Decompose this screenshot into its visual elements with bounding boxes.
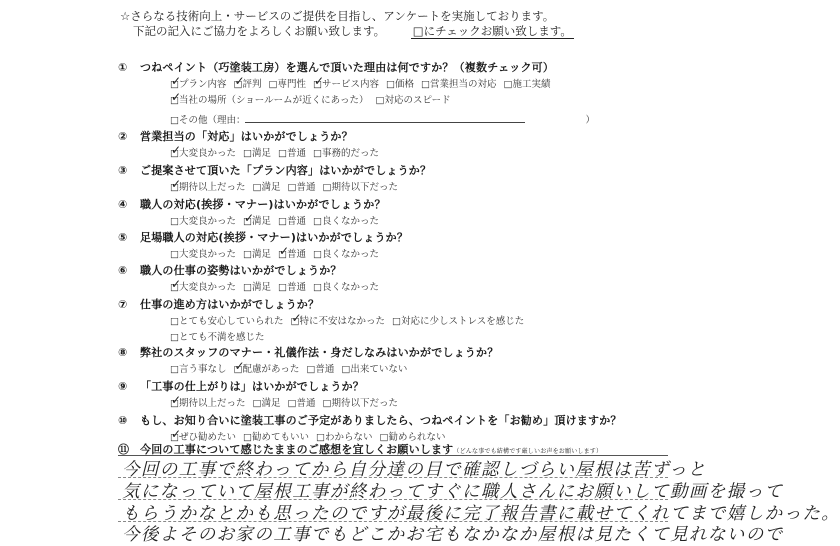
option-label: 満足 — [251, 148, 271, 159]
empty-box-icon[interactable]: □ — [268, 79, 278, 90]
question-5 — [118, 229, 408, 245]
question-number: ⑥ — [118, 264, 128, 277]
other-reason-field[interactable] — [245, 113, 525, 123]
question-number: ⑦ — [118, 298, 128, 311]
options-row — [170, 145, 386, 159]
checked-box-icon[interactable]: □ ✓ — [170, 148, 179, 159]
question-number: ⑨ — [118, 380, 128, 393]
option-label: 勧めてもいい — [251, 432, 309, 443]
checked-box-icon[interactable]: □ ✓ — [313, 79, 322, 90]
empty-box-icon[interactable]: □ — [243, 282, 252, 293]
options-row — [170, 213, 386, 227]
empty-box-icon[interactable]: □ — [252, 398, 262, 409]
empty-box-icon[interactable]: □ — [170, 364, 179, 375]
option-label: 満足 — [251, 216, 271, 227]
option-checkbox[interactable] — [278, 148, 306, 159]
option-checkbox[interactable] — [392, 316, 524, 327]
question-text: 今回の工事について感じたままのご感想を宜しくお願いします — [140, 443, 454, 456]
option-checkbox[interactable] — [170, 249, 236, 260]
option-checkbox[interactable] — [313, 148, 379, 159]
empty-box-icon[interactable]: □ — [386, 79, 395, 90]
empty-box-icon[interactable]: □ — [322, 182, 332, 193]
options-row — [170, 76, 558, 90]
option-label: 大変良かった — [178, 216, 236, 227]
question-7 — [118, 296, 319, 312]
option-label: 期待以上だった — [178, 398, 246, 409]
checked-box-icon[interactable]: □ ✓ — [243, 216, 252, 227]
option-checkbox[interactable] — [291, 316, 386, 327]
empty-box-icon[interactable]: □ — [243, 432, 252, 443]
checked-box-icon[interactable]: □ ✓ — [170, 182, 179, 193]
checked-box-icon[interactable]: □ ✓ — [234, 79, 243, 90]
options-row — [170, 92, 458, 106]
empty-box-icon[interactable]: □ — [392, 316, 401, 327]
question-number: ② — [118, 130, 128, 143]
checked-box-icon[interactable]: □ ✓ — [170, 282, 179, 293]
option-label: 大変良かった — [178, 282, 236, 293]
option-label: 普通 — [315, 364, 335, 375]
empty-box-icon[interactable]: □ — [278, 148, 287, 159]
empty-box-icon[interactable]: □ — [243, 148, 252, 159]
option-label: 普通 — [296, 182, 316, 193]
option-label: 普通 — [286, 216, 306, 227]
empty-box-icon[interactable]: □ — [287, 398, 297, 409]
checked-box-icon[interactable]: □ ✓ — [170, 79, 179, 90]
option-label: ぜひ勧めたい — [178, 432, 236, 443]
option-label: 価格 — [394, 79, 414, 90]
empty-box-icon[interactable]: □ — [306, 364, 316, 375]
option-checkbox[interactable] — [278, 282, 306, 293]
handwritten-line-3: もらうかなとかも思ったのですが最後に完了報告書に載せてくれてまで嬉しかった。 — [122, 504, 840, 524]
empty-box-icon[interactable]: □ — [170, 216, 179, 227]
option-checkbox[interactable] — [313, 216, 379, 227]
option-checkbox[interactable] — [234, 79, 262, 90]
other-reason-row — [170, 112, 595, 126]
option-label: 大変良かった — [178, 148, 236, 159]
option-label: 期待以下だった — [331, 398, 398, 409]
empty-box-icon[interactable]: □ — [341, 364, 351, 375]
other-reason-label[interactable]: □その他（理由： — [170, 115, 246, 126]
empty-box-icon[interactable]: □ — [316, 432, 325, 443]
checked-box-icon[interactable]: □ ✓ — [291, 316, 300, 327]
option-checkbox[interactable] — [253, 182, 281, 193]
empty-box-icon[interactable]: □ — [313, 148, 322, 159]
question-number: ① — [118, 61, 128, 74]
question-text: 営業担当の「対応」はいかがでしょうか？ — [140, 130, 353, 143]
option-checkbox[interactable] — [288, 182, 316, 193]
option-checkbox[interactable] — [170, 148, 236, 159]
handwritten-line-2: 気になっていて屋根工事が終わってすぐに職人さんにお願いして動画を撮って — [122, 482, 784, 502]
empty-box-icon[interactable]: □ — [278, 282, 287, 293]
option-checkbox[interactable] — [170, 282, 236, 293]
option-checkbox[interactable] — [386, 79, 414, 90]
empty-box-icon[interactable]: □ — [287, 182, 297, 193]
empty-box-icon[interactable]: □ — [278, 216, 287, 227]
options-row — [170, 313, 531, 327]
question-text: 職人の仕事の姿勢はいかがでしょうか？ — [140, 264, 342, 277]
question-1 — [118, 59, 554, 75]
question-3 — [118, 162, 431, 178]
question-note: （どんな事でも結構です厳しいお声をお願いします） — [453, 448, 603, 455]
empty-box-icon[interactable]: □ — [503, 79, 513, 90]
option-label: 満足 — [261, 182, 281, 193]
option-checkbox[interactable] — [170, 364, 227, 375]
empty-box-icon[interactable]: □ — [170, 332, 179, 343]
option-checkbox[interactable] — [243, 249, 271, 260]
option-checkbox[interactable] — [313, 249, 379, 260]
question-2 — [118, 128, 353, 144]
option-label: 当社の場所（ショールームが近くにあった） — [178, 95, 369, 106]
question-text: つねペイント（巧塗装工房）を選んで頂いた理由は何ですか？（複数チェック可） — [140, 61, 555, 74]
options-row — [170, 361, 414, 375]
checked-box-icon[interactable]: □ ✓ — [170, 432, 179, 443]
question-number: ⑪ — [118, 443, 130, 456]
option-label: 普通 — [296, 398, 316, 409]
option-label: とても安心していられた — [178, 316, 284, 327]
option-label: 配慮があった — [242, 364, 300, 375]
option-label: とても不満を感じた — [178, 332, 265, 343]
question-6 — [118, 262, 342, 278]
options-row — [170, 246, 386, 260]
option-label: 事務的だった — [321, 148, 379, 159]
handwritten-line-1: 今回の工事で終わってから自分達の目で確認しづらい屋根は苦ずっと — [122, 460, 707, 480]
option-checkbox[interactable] — [170, 316, 284, 327]
check-note: □にチェックお願い致します。 — [412, 24, 572, 38]
option-label: 良くなかった — [321, 282, 379, 293]
empty-box-icon[interactable]: □ — [379, 432, 389, 443]
empty-box-icon[interactable]: □ — [375, 95, 385, 106]
option-checkbox[interactable] — [288, 398, 316, 409]
option-checkbox[interactable] — [243, 282, 271, 293]
option-checkbox[interactable] — [323, 398, 399, 409]
option-label: サービス内容 — [321, 79, 379, 90]
question-number: ⑩ — [118, 414, 128, 427]
option-checkbox[interactable] — [313, 79, 379, 90]
option-label: 対応に少しストレスを感じた — [400, 316, 525, 327]
option-checkbox[interactable] — [170, 79, 227, 90]
option-checkbox[interactable] — [234, 364, 300, 375]
question-text: 弊社のスタッフのマナー・礼儀作法・身だしなみはいかがでしょうか？ — [140, 346, 499, 359]
empty-box-icon[interactable]: □ — [421, 79, 430, 90]
empty-box-icon[interactable]: □ — [313, 216, 322, 227]
option-label: 評判 — [242, 79, 262, 90]
option-checkbox[interactable] — [243, 216, 271, 227]
option-label: 満足 — [251, 249, 271, 260]
checked-box-icon[interactable]: □ ✓ — [170, 398, 179, 409]
question-number: ⑧ — [118, 346, 128, 359]
option-label: 特に不安はなかった — [299, 316, 385, 327]
checked-box-icon[interactable]: □ ✓ — [170, 95, 179, 106]
intro-line-1: ☆さらなる技術向上・サービスのご提供を目指し、アンケートを実施しております。 — [120, 9, 555, 23]
option-label: 施工実績 — [512, 79, 551, 90]
options-row — [170, 179, 405, 193]
option-label: 期待以上だった — [178, 182, 246, 193]
question-number: ③ — [118, 164, 128, 177]
option-checkbox[interactable] — [170, 398, 246, 409]
checked-box-icon[interactable]: □ ✓ — [234, 364, 243, 375]
option-label: 言う事なし — [178, 364, 227, 375]
empty-box-icon[interactable]: □ — [313, 249, 322, 260]
option-checkbox[interactable] — [170, 332, 265, 343]
option-checkbox[interactable] — [253, 398, 281, 409]
intro-line-2-text: 下記の記入にご協力をよろしくお願い致します。 — [133, 24, 386, 38]
option-label: 営業担当の対応 — [429, 79, 497, 90]
option-label: 満足 — [261, 398, 281, 409]
option-label: 普通 — [286, 249, 306, 260]
option-checkbox[interactable] — [504, 79, 551, 90]
option-label: 期待以下だった — [331, 182, 398, 193]
option-checkbox[interactable] — [278, 249, 306, 260]
option-checkbox[interactable] — [376, 95, 451, 106]
question-text: 足場職人の対応(挨拶・マナー)はいかがでしょうか？ — [140, 231, 409, 244]
empty-box-icon[interactable]: □ — [322, 398, 332, 409]
option-checkbox[interactable] — [243, 148, 271, 159]
question-4 — [118, 196, 386, 212]
option-label: 満足 — [251, 282, 271, 293]
question-9 — [118, 378, 364, 394]
question-8 — [118, 344, 498, 360]
empty-box-icon[interactable]: □ — [170, 249, 179, 260]
option-label: プラン内容 — [178, 79, 227, 90]
question-number: ⑤ — [118, 231, 128, 244]
question-text: 「工事の仕上がりは」はいかがでしょうか？ — [140, 380, 364, 393]
option-label: 良くなかった — [321, 216, 379, 227]
question-text: ご提案させて頂いた「プラン内容」はいかがでしょうか？ — [140, 164, 432, 177]
intro-line-2 — [133, 23, 574, 39]
empty-box-icon[interactable]: □ — [170, 316, 179, 327]
empty-box-icon[interactable]: □ — [252, 182, 262, 193]
option-checkbox[interactable] — [170, 95, 369, 106]
option-checkbox[interactable] — [170, 182, 246, 193]
option-checkbox[interactable] — [421, 79, 497, 90]
option-label: 対応のスピード — [384, 95, 451, 106]
option-checkbox[interactable] — [170, 216, 236, 227]
option-checkbox[interactable] — [323, 182, 399, 193]
question-text: 職人の対応(挨拶・マナー)はいかがでしょうか？ — [140, 198, 386, 211]
question-text: 仕事の進め方はいかがでしょうか？ — [140, 298, 320, 311]
handwritten-line-4: 今後よそのお家の工事でもどこかお宅もなかなか屋根は見たくて見れないので — [122, 525, 784, 545]
option-label: 大変良かった — [178, 249, 236, 260]
empty-box-icon[interactable]: □ — [243, 249, 252, 260]
option-checkbox[interactable] — [306, 364, 334, 375]
option-label: 普通 — [286, 282, 306, 293]
option-checkbox[interactable] — [341, 364, 407, 375]
empty-box-icon[interactable]: □ — [313, 282, 322, 293]
option-label: 勧められない — [388, 432, 446, 443]
option-checkbox[interactable] — [269, 79, 307, 90]
question-text: もし、お知り合いに塗装工事のご予定がありましたら、つねペイントを「お勧め」頂けますか？ — [140, 414, 622, 427]
option-label: 良くなかった — [321, 249, 379, 260]
checked-box-icon[interactable]: □ ✓ — [278, 249, 287, 260]
options-row — [170, 395, 405, 409]
option-checkbox[interactable] — [313, 282, 379, 293]
option-label: 専門性 — [277, 79, 306, 90]
options-row — [170, 279, 386, 293]
options-row — [170, 329, 272, 343]
option-label: 普通 — [286, 148, 306, 159]
option-label: 出来ていない — [350, 364, 408, 375]
question-number: ④ — [118, 198, 128, 211]
option-checkbox[interactable] — [278, 216, 306, 227]
other-reason-close: ） — [585, 115, 595, 126]
option-label: わからない — [324, 432, 373, 443]
question-10 — [118, 412, 622, 428]
